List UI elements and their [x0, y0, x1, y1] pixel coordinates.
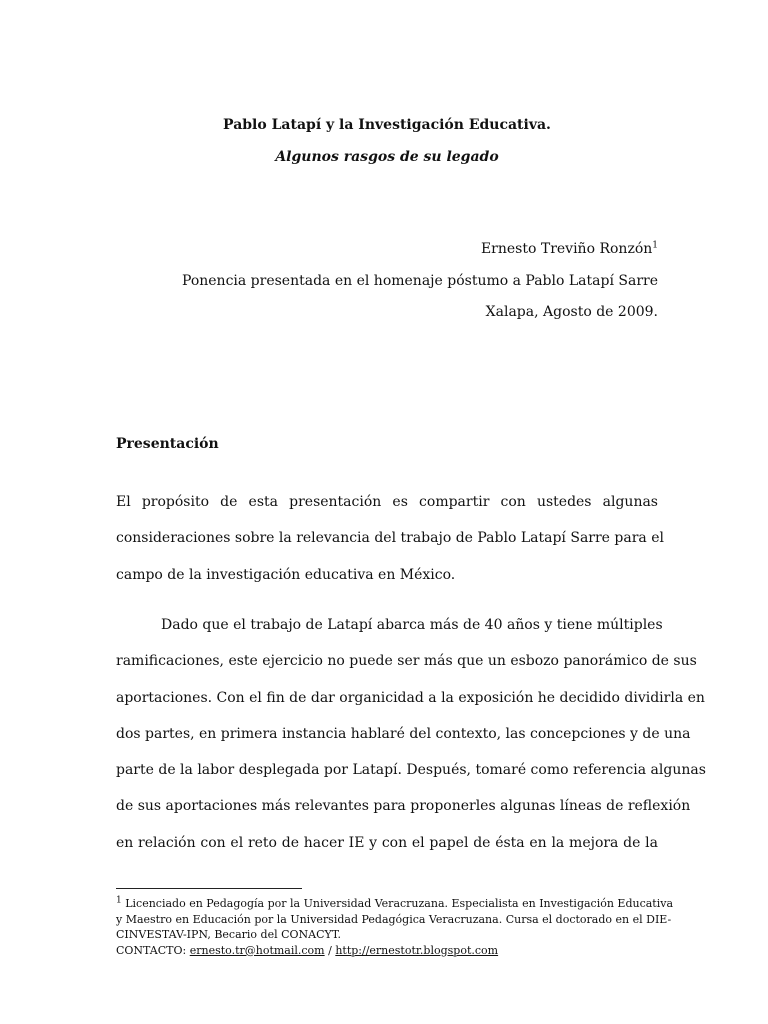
- footnote-number: 1: [116, 895, 122, 906]
- paragraph-line: parte de la labor desplegada por Latapí. Después, tomaré como referencia algunas: [116, 762, 706, 779]
- place-date-line: Xalapa, Agosto de 2009.: [485, 304, 658, 320]
- footnote: [116, 895, 674, 958]
- paragraph-line: en relación con el reto de hacer IE y con el papel de ésta en la mejora de la: [116, 834, 658, 851]
- paragraph-line: de sus aportaciones más relevantes para proponerles algunas líneas de reflexión: [116, 798, 691, 815]
- footnote-line: y Maestro en Educación por la Universidad Pedagógica Veracruzana. Cursa el doctorado en el DIE-: [116, 912, 672, 926]
- paragraph-line: ramificaciones, este ejercicio no puede ser más que un esbozo panorámico de sus: [116, 653, 697, 670]
- paragraph-line: dos partes, en primera instancia hablaré del contexto, las concepciones y de una: [116, 725, 691, 742]
- footnote-contact: [116, 943, 662, 959]
- paragraph-intro: [116, 484, 664, 593]
- footnote-line: $^1$ Licenciado en Pedagogía por la Universidad Veracruzana. Especialista en Investigación Educativa: [116, 895, 674, 910]
- author-name: Ernesto Treviño Ronzón: [480, 241, 653, 257]
- paragraph-line: Dado que el trabajo de Latapí abarca más de 40 años y tiene múltiples: [161, 617, 663, 633]
- website-link[interactable]: http://ernestotr.blogspot.com: [335, 943, 499, 957]
- footnote-divider: [116, 888, 302, 889]
- paragraph-body: [116, 607, 706, 861]
- contact-separator: /: [324, 943, 336, 957]
- document-title: Pablo Latapí y la Investigación Educativa.: [223, 117, 551, 133]
- contact-label: CONTACTO:: [116, 943, 190, 957]
- footnote-line: CINVESTAV-IPN, Becario del CONACYT.: [116, 928, 342, 941]
- footnote-reference: 1: [652, 240, 658, 251]
- section-heading: Presentación: [116, 436, 219, 452]
- document-subtitle: Algunos rasgos de su legado: [275, 149, 499, 165]
- paragraph-line: consideraciones sobre la relevancia del trabajo de Pablo Latapí Sarre para el: [116, 530, 664, 547]
- paragraph-line: aportaciones. Con el fin de dar organicidad a la exposición he decidido dividirla en: [116, 689, 705, 706]
- occasion-line: Ponencia presentada en el homenaje póstumo a Pablo Latapí Sarre: [181, 273, 658, 289]
- paragraph-line: campo de la investigación educativa en México.: [116, 566, 456, 583]
- paragraph-line: El propósito de esta presentación es compartir con ustedes algunas: [116, 494, 658, 510]
- email-link[interactable]: ernesto.tr@hotmail.com: [189, 943, 325, 957]
- author-line: [481, 241, 658, 257]
